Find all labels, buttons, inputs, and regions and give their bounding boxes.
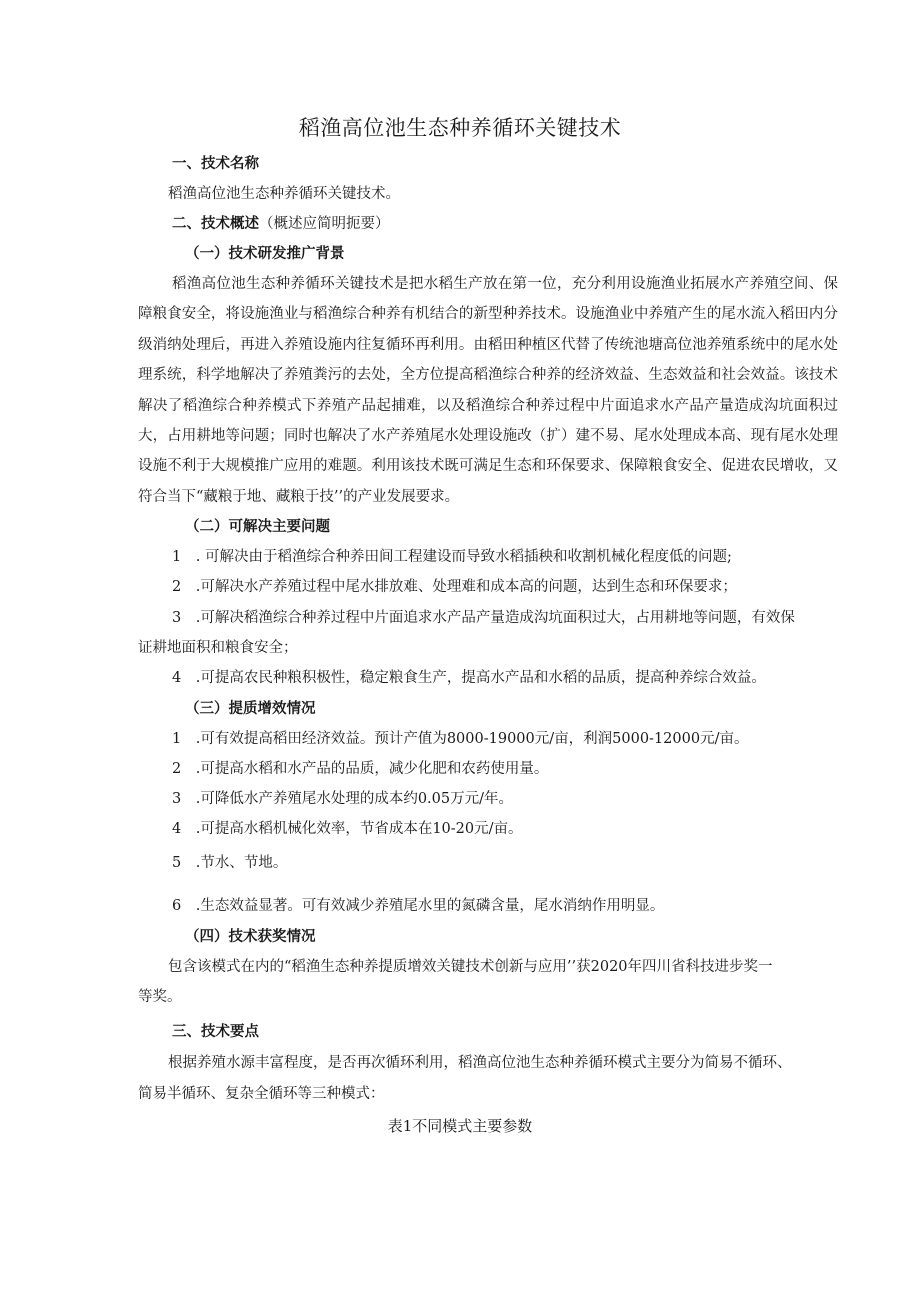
document-title: 稻渔高位池生态种养循环关键技术 bbox=[298, 116, 622, 140]
section-heading-key-points: 三、技术要点 bbox=[172, 1023, 259, 1040]
benefit-item-6: 6 .生态效益显著。可有效减少养殖尾水里的氮磷含量，尾水消纳作用明显。 bbox=[172, 898, 665, 914]
problem-item-2: 2 .可解决水产养殖过程中尾水排放难、处理难和成本高的问题，达到生态和环保要求； bbox=[172, 579, 737, 595]
section-heading-tech-name: 一、技术名称 bbox=[172, 155, 259, 172]
table-caption: 表1不同模式主要参数 bbox=[387, 1117, 533, 1135]
problem-item-4: 4 .可提高农民种粮积极性，稳定粮食生产，提高水产品和水稻的品质，提高种养综合效益。 bbox=[172, 670, 766, 686]
benefit-item-5: 5 .节水、节地。 bbox=[172, 855, 288, 871]
background-paragraph: 稻渔高位池生态种养循环关键技术是把水稻生产放在第一位，充分利用设施渔业拓展水产养殖空间、保障粮食安全，将设施渔业与稻渔综合种养有机结合的新型种养技术。设施渔业中养殖产生的尾水流入稻田内分级消纳处理后，再进入养殖设施内往复循环再利用。由稻田种植区代替了传统池塘高位池养殖系统中的尾水处理系统，科学地解决了养殖粪污的去处，全方位提高稻渔综合种养的经济效益、生态效益和社会效益。该技术解决了稻渔综合种养模式下养殖产品起捕难，以及稻渔综合种养过程中片面追求水产品产量造成沟坑面积过大，占用耕地等问题；同时也解决了水产养殖尾水处理设施改（扩）建不易、尾水处理成本高、现有尾水处理设施不利于大规模推广应用的难题。利用该技术既可满足生态和环保要求、保障粮食安全、促进农民增收，又符合当下“藏粮于地、藏粮于技’’的产业发展要求。 bbox=[138, 276, 838, 505]
problem-item-3: 3 .可解决稻渔综合种养过程中片面追求水产品产量造成沟坑面积过大，占用耕地等问题，有效保 bbox=[172, 610, 795, 626]
key-points-line-2: 简易半循环、复杂全循环等三种模式： bbox=[138, 1086, 385, 1102]
problem-item-1: 1 . 可解决由于稻渔综合种养田间工程建设而导致水稻插秧和收割机械化程度低的问题; bbox=[172, 549, 732, 565]
key-points-line-1: 根据养殖水源丰富程度，是否再次循环利用，稻渔高位池生态种养循环模式主要分为简易不循环、 bbox=[168, 1055, 792, 1071]
benefit-item-2: 2 .可提高水稻和水产品的品质，减少化肥和农药使用量。 bbox=[172, 761, 549, 777]
overview-heading-note: （概述应简明扼要） bbox=[259, 216, 390, 232]
subheading-problems: （二）可解决主要问题 bbox=[185, 518, 330, 535]
overview-heading-text: 二、技术概述 bbox=[172, 215, 259, 232]
benefit-item-1: 1 .可有效提高稻田经济效益。预计产值为8000-19000元/亩，利润5000-12000元/亩。 bbox=[172, 731, 749, 747]
problem-item-3-continuation: 证耕地面积和粮食安全； bbox=[138, 640, 298, 656]
subheading-awards: （四）技术获奖情况 bbox=[185, 928, 316, 945]
tech-name-text: 稻渔高位池生态种养循环关键技术。 bbox=[168, 186, 400, 202]
subheading-benefits: （三）提质增效情况 bbox=[185, 700, 316, 717]
awards-text-line-2: 等奖。 bbox=[138, 989, 182, 1005]
awards-text-line-1: 包含该模式在内的“稻渔生态种养提质增效关键技术创新与应用’’获2020年四川省科技进步奖一 bbox=[168, 959, 773, 975]
benefit-item-4: 4 .可提高水稻机械化效率，节省成本在10-20元/亩。 bbox=[172, 821, 523, 837]
section-heading-tech-overview bbox=[172, 214, 390, 234]
benefit-item-3: 3 .可降低水产养殖尾水处理的成本约0.05万元/年。 bbox=[172, 791, 514, 807]
subheading-background: （一）技术研发推广背景 bbox=[185, 245, 345, 262]
